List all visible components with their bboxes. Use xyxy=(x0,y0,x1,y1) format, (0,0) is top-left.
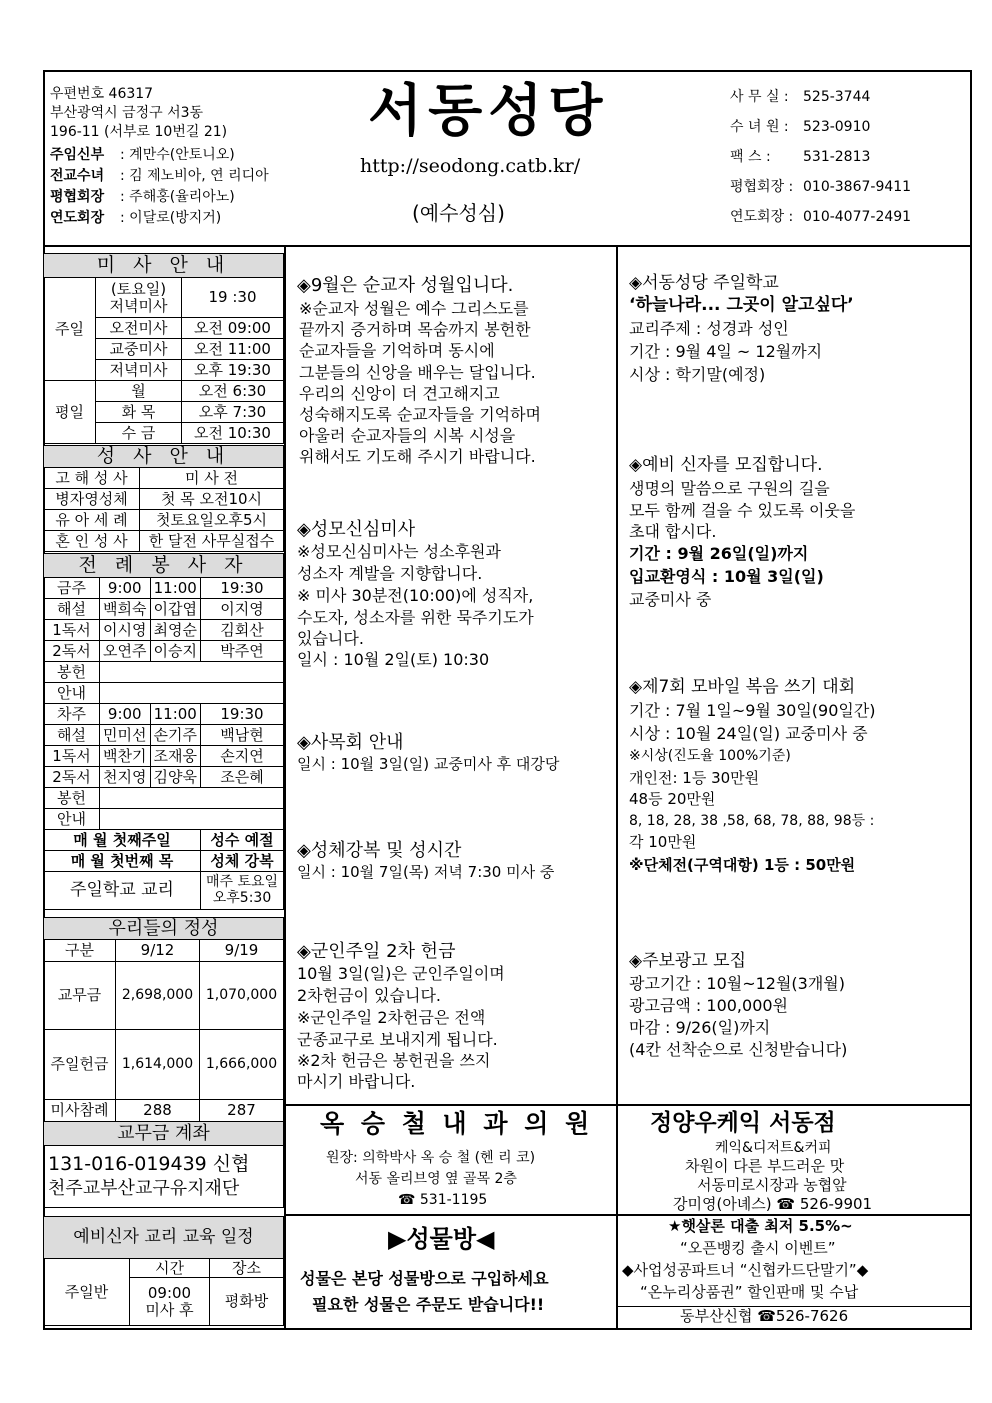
server-name: 천지영 xyxy=(100,767,151,788)
notice-line: 교중미사 중 xyxy=(629,590,712,609)
sacrament-value: 첫토요일오후5시 xyxy=(140,510,284,531)
address-line-1: 부산광역시 금정구 서3동 xyxy=(50,105,204,121)
role-label: 봉헌 xyxy=(44,662,100,683)
sacrament-value: 첫 목 오전10시 xyxy=(140,489,284,510)
server-name: 김양욱 xyxy=(150,767,201,788)
role-label: 봉헌 xyxy=(44,788,100,809)
notice-line: 일시 : 10월 3일(일) 교중미사 후 대강당 xyxy=(297,755,560,773)
notice-line: 2차헌금이 있습니다. xyxy=(297,986,441,1005)
catechumen-time: 09:00 미사 후 xyxy=(130,1278,210,1326)
contact-convent-label: 수 녀 원 : xyxy=(730,119,789,135)
notice-title: ◈제7회 모바일 복음 쓰기 대회 xyxy=(629,677,856,697)
notice-line: 그분들의 신앙을 배우는 달입니다. xyxy=(299,363,536,382)
sacrament-name: 유 아 세 례 xyxy=(44,510,140,531)
notice-title: ◈9월은 순교자 성월입니다. xyxy=(297,275,514,296)
notice-title: ◈성체강복 및 성시간 xyxy=(297,840,462,861)
notice-line: 군종교구로 보내지게 됩니다. xyxy=(297,1030,498,1049)
server-name: 손기주 xyxy=(150,725,201,746)
role-label: 1독서 xyxy=(44,746,100,767)
mass-name: 화 목 xyxy=(96,402,182,423)
notice-line: ※단체전(구역대항) 1등 : 50만원 xyxy=(629,856,856,874)
notice-line: 아울러 순교자들의 시복 시성을 xyxy=(299,426,516,445)
offering-label: 주일헌금 xyxy=(44,1030,116,1100)
server-name: 김회산 xyxy=(201,620,284,641)
notice-title: ◈주보광고 모집 xyxy=(629,951,747,971)
column-divider-2 xyxy=(616,245,618,1330)
mass-time: 오전 11:00 xyxy=(182,339,284,360)
notice-line: 10월 3일(일)은 군인주일이며 xyxy=(297,964,505,983)
offering-value: 288 xyxy=(116,1100,200,1122)
notice-line: 초대 합시다. xyxy=(629,522,717,541)
notice-line: ※군인주일 2차헌금은 전액 xyxy=(297,1008,486,1027)
notice-line: 기간 : 9월 26일(일)까지 xyxy=(629,544,809,563)
mass-name: (토요일) 저녁미사 xyxy=(96,278,182,318)
mass-title: 미 사 안 내 xyxy=(44,254,284,278)
notice-subtitle: ‘하늘나라... 그곳이 알고싶다’ xyxy=(629,295,854,315)
clinic-director: 원장: 의학박사 옥 승 철 (헨 리 코) xyxy=(326,1150,536,1166)
server-name: 이갑엽 xyxy=(150,599,201,620)
account-box xyxy=(44,1146,284,1208)
sacrament-name: 고 해 성 사 xyxy=(44,468,140,489)
time-header: 11:00 xyxy=(150,704,201,725)
notice-line: 수도자, 성소자를 위한 묵주기도가 xyxy=(297,608,534,627)
clinic-name: 옥 승 철 내 과 의 원 xyxy=(320,1109,594,1138)
offering-label: 미사참례 xyxy=(44,1100,116,1122)
notice-line: 시상 : 10월 24일(일) 교중미사 중 xyxy=(629,724,868,743)
mass-schedule-table xyxy=(43,253,284,444)
contact-convent: 523-0910 xyxy=(803,119,871,135)
time-header: 19:30 xyxy=(201,704,284,725)
monthly-sunday-rite: 성수 예절 xyxy=(201,830,284,851)
role-label: 해설 xyxy=(44,599,100,620)
server-name: 백남현 xyxy=(201,725,284,746)
time-header: 9:00 xyxy=(100,578,151,599)
notice-line: ※순교자 성월은 예수 그리스도를 xyxy=(299,299,529,318)
role-label: 해설 xyxy=(44,725,100,746)
bank-line: ◆사업성공파트너 “신협카드단말기”◆ xyxy=(622,1261,869,1279)
server-name: 이시영 xyxy=(100,620,151,641)
weekday-label: 평일 xyxy=(44,381,96,444)
role-label: 안내 xyxy=(44,809,100,830)
contact-fax-label: 팩 스 : xyxy=(730,149,771,165)
server-name: 백찬기 xyxy=(100,746,151,767)
mass-name: 교중미사 xyxy=(96,339,182,360)
header-divider xyxy=(43,245,972,247)
column-divider-1 xyxy=(284,245,286,1330)
time-header: 9:00 xyxy=(100,704,151,725)
bank-line: “온누리상품권” 할인판매 및 수납 xyxy=(640,1283,859,1301)
ads-divider xyxy=(284,1104,972,1106)
role-label: 1독서 xyxy=(44,620,100,641)
bakery-line: 차원이 다른 부드러운 맛 xyxy=(685,1157,845,1175)
staff-name-1: : 계만수(안토니오) xyxy=(120,147,235,163)
role-label: 2독서 xyxy=(44,767,100,788)
offering-value: 1,614,000 xyxy=(116,1030,200,1100)
notice-line: 광고기간 : 10월~12월(3개월) xyxy=(629,974,845,993)
notice-line: ※시상(진도율 100%기준) xyxy=(629,748,791,764)
mass-time: 오전 6:30 xyxy=(182,381,284,402)
sunday-school-time: 매주 토요일 오후5:30 xyxy=(201,872,284,910)
staff-role-2: 전교수녀 xyxy=(50,168,105,184)
offering-header: 구분 xyxy=(44,940,116,962)
monthly-thursday: 매 월 첫번째 목 xyxy=(44,851,201,872)
role-label: 2독서 xyxy=(44,641,100,662)
server-name: 오연주 xyxy=(100,641,151,662)
notice-line: 기간 : 7월 1일~9월 30일(90일간) xyxy=(629,701,876,720)
sacrament-value: 한 달전 사무실접수 xyxy=(140,531,284,552)
address-line-2: 196-11 (서부로 10번길 21) xyxy=(50,124,228,140)
shop-title: ▶성물방◀ xyxy=(388,1225,495,1253)
notice-line: 성소자 계발을 지향합니다. xyxy=(297,564,483,583)
sacrament-name: 혼 인 성 사 xyxy=(44,531,140,552)
notice-title: ◈서동성당 주일학교 xyxy=(629,273,779,293)
mass-time: 19 :30 xyxy=(182,278,284,318)
contact-requiem: 010-4077-2491 xyxy=(803,209,912,225)
offering-value: 1,666,000 xyxy=(200,1030,284,1100)
catechumen-class: 주일반 xyxy=(44,1259,130,1326)
shop-line: 필요한 성물은 주문도 받습니다!! xyxy=(312,1295,545,1314)
notice-line: 48등 20만원 xyxy=(629,790,716,808)
mass-time: 오전 10:30 xyxy=(182,423,284,444)
notice-line: 성숙해지도록 순교자들을 기억하며 xyxy=(299,405,542,424)
mass-time: 오후 19:30 xyxy=(182,360,284,381)
bank-line: 동부산신협 ☎526-7626 xyxy=(680,1307,849,1325)
notice-line: 마감 : 9/26(일)까지 xyxy=(629,1018,771,1037)
staff-name-2: : 김 제노비아, 연 리디아 xyxy=(120,168,269,184)
liturgy-servers-table xyxy=(43,553,284,910)
notice-line: 기간 : 9월 4일 ~ 12월까지 xyxy=(629,342,823,361)
notice-line: 교리주제 : 성경과 성인 xyxy=(629,319,789,338)
server-name: 손지연 xyxy=(201,746,284,767)
notice-line: 위해서도 기도해 주시기 바랍니다. xyxy=(299,447,536,466)
mass-name: 월 xyxy=(96,381,182,402)
mass-time: 오후 7:30 xyxy=(182,402,284,423)
server-name: 백희숙 xyxy=(100,599,151,620)
notice-title: ◈예비 신자를 모집합니다. xyxy=(629,455,823,475)
account-title: 교무금 계좌 xyxy=(44,1122,284,1146)
sacrament-table xyxy=(43,445,284,552)
contact-office-label: 사 무 실 : xyxy=(730,89,789,105)
offering-header: 9/12 xyxy=(116,940,200,962)
bank-line: “오픈뱅킹 출시 이벤트” xyxy=(680,1239,836,1257)
server-name: 최영순 xyxy=(150,620,201,641)
contact-office: 525-3744 xyxy=(803,89,871,105)
sunday-school-label: 주일학교 교리 xyxy=(44,872,201,910)
offering-title: 우리들의 정성 xyxy=(44,918,284,940)
notice-line: 개인전: 1등 30만원 xyxy=(629,769,760,787)
notice-line: 생명의 말씀으로 구원의 길을 xyxy=(629,479,830,498)
server-name: 박주연 xyxy=(201,641,284,662)
staff-name-3: : 주해홍(율리아노) xyxy=(120,189,235,205)
contact-requiem-label: 연도회장 : xyxy=(730,209,794,225)
notice-line: (4칸 선착순으로 신청받습니다) xyxy=(629,1040,848,1059)
time-header: 19:30 xyxy=(201,578,284,599)
week-label: 금주 xyxy=(44,578,100,599)
server-name: 민미선 xyxy=(100,725,151,746)
mass-name: 오전미사 xyxy=(96,318,182,339)
sacrament-title: 성 사 안 내 xyxy=(44,446,284,468)
ads-divider-2 xyxy=(284,1214,972,1216)
monthly-sunday: 매 월 첫째주일 xyxy=(44,830,201,851)
server-name: 조재웅 xyxy=(150,746,201,767)
offering-table xyxy=(43,917,284,1208)
notice-line: 각 10만원 xyxy=(629,833,697,851)
server-name: 이지영 xyxy=(201,599,284,620)
shop-line: 성물은 본당 성물방으로 구입하세요 xyxy=(300,1269,549,1288)
catechumen-table xyxy=(43,1216,284,1326)
offering-value: 287 xyxy=(200,1100,284,1122)
offering-value: 2,698,000 xyxy=(116,962,200,1030)
bakery-name: 정양우케익 서동점 xyxy=(650,1110,836,1136)
liturgical-subtitle: (예수성심) xyxy=(412,201,505,225)
notice-line: 끝까지 증거하며 목숨까지 봉헌한 xyxy=(299,320,531,339)
postal-code: 우편번호 46317 xyxy=(50,86,154,102)
bakery-line: 서동미로시장과 농협앞 xyxy=(697,1176,847,1194)
notice-line: 마시기 바랍니다. xyxy=(297,1072,416,1091)
staff-role-3: 평협회장 xyxy=(50,189,105,205)
offering-header: 9/19 xyxy=(200,940,284,962)
time-header: 11:00 xyxy=(150,578,201,599)
servers-title: 전 례 봉 사 자 xyxy=(44,554,284,578)
staff-role-4: 연도회장 xyxy=(50,210,105,226)
week-label: 차주 xyxy=(44,704,100,725)
server-name xyxy=(100,683,284,704)
contact-council-label: 평협회장 : xyxy=(730,179,794,195)
catechumen-time-header: 시간 xyxy=(130,1259,210,1278)
notice-line: 있습니다. xyxy=(297,629,364,648)
notice-line: 우리의 신앙이 더 견고해지고 xyxy=(299,384,500,403)
offering-value: 1,070,000 xyxy=(200,962,284,1030)
notice-line: ※성모신심미사는 성소후원과 xyxy=(297,542,501,561)
notice-title: ◈군인주일 2차 헌금 xyxy=(297,941,456,962)
sacrament-value: 미 사 전 xyxy=(140,468,284,489)
account-holder: 천주교부산교구유지재단 xyxy=(48,1178,240,1200)
role-label: 안내 xyxy=(44,683,100,704)
contact-council: 010-3867-9411 xyxy=(803,179,912,195)
church-title: 서동성당 xyxy=(368,79,609,144)
catechumen-place: 평화방 xyxy=(210,1278,284,1326)
sacrament-name: 병자영성체 xyxy=(44,489,140,510)
server-name: 이승지 xyxy=(150,641,201,662)
mass-name: 저녁미사 xyxy=(96,360,182,381)
server-name xyxy=(100,662,284,683)
notice-line: ※2차 헌금은 봉헌권을 쓰지 xyxy=(297,1051,491,1070)
mass-time: 오전 09:00 xyxy=(182,318,284,339)
offering-label: 교무금 xyxy=(44,962,116,1030)
contact-fax: 531-2813 xyxy=(803,149,871,165)
bakery-line: 케익&디저트&커피 xyxy=(715,1140,832,1156)
notice-line: 8, 18, 28, 38 ,58, 68, 78, 88, 98등 : xyxy=(629,813,875,829)
notice-title: ◈사목회 안내 xyxy=(297,732,404,753)
notice-line: 광고금액 : 100,000원 xyxy=(629,996,789,1015)
catechumen-place-header: 장소 xyxy=(210,1259,284,1278)
mass-name: 수 금 xyxy=(96,423,182,444)
bank-line: ★햇살론 대출 최저 5.5%~ xyxy=(668,1217,853,1235)
church-url[interactable]: http://seodong.catb.kr/ xyxy=(360,155,581,177)
server-name: 조은혜 xyxy=(201,767,284,788)
notice-line: ※ 미사 30분전(10:00)에 성직자, xyxy=(297,586,534,605)
notice-line: 시상 : 학기말(예정) xyxy=(629,365,766,384)
staff-name-4: : 이달로(방지거) xyxy=(120,210,222,226)
bakery-line: 강미영(아녜스) ☎ 526-9901 xyxy=(673,1195,873,1213)
notice-line: 일시 : 10월 7일(목) 저녁 7:30 미사 중 xyxy=(297,863,555,881)
catechumen-title: 예비신자 교리 교육 일정 xyxy=(44,1217,284,1259)
notice-line: 모두 함께 걸을 수 있도록 이웃을 xyxy=(629,501,856,520)
notice-line: 입교환영식 : 10월 3일(일) xyxy=(629,567,824,586)
notice-line: 일시 : 10월 2일(토) 10:30 xyxy=(297,650,490,669)
clinic-location: 서동 올리브영 옆 골목 2층 xyxy=(355,1171,517,1187)
account-number: 131-016-019439 신협 xyxy=(48,1153,250,1176)
clinic-phone: ☎ 531-1195 xyxy=(398,1192,488,1208)
notice-line: 순교자들을 기억하며 동시에 xyxy=(299,341,495,360)
monthly-thursday-rite: 성체 강복 xyxy=(201,851,284,872)
notice-title: ◈성모신심미사 xyxy=(297,519,416,540)
sunday-label: 주일 xyxy=(44,278,96,381)
server-name xyxy=(100,809,284,830)
staff-role-1: 주임신부 xyxy=(50,147,105,163)
server-name xyxy=(100,788,284,809)
